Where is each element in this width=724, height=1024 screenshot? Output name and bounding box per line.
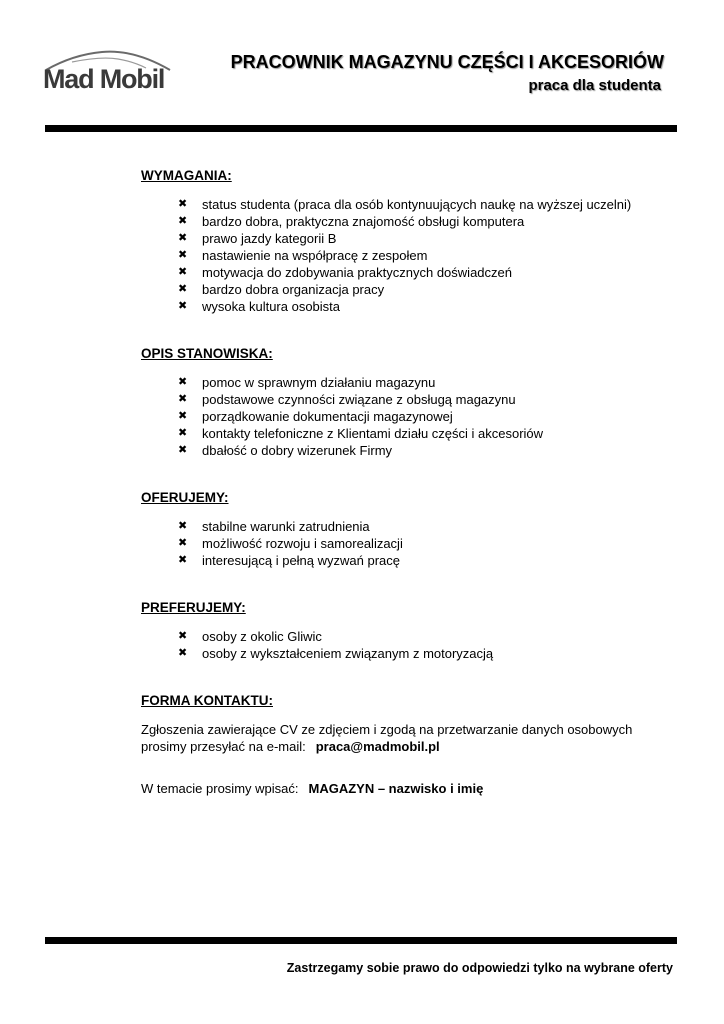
list-item — [178, 281, 681, 298]
subject-value: MAGAZYN – nazwisko i imię — [308, 781, 484, 796]
subject-label: W temacie prosimy wpisać: — [141, 781, 299, 796]
offer-content — [141, 167, 681, 827]
contact-section — [141, 692, 681, 797]
list-item — [178, 213, 681, 230]
cross-bullet-icon: ✖ — [178, 249, 188, 261]
offer-section — [141, 489, 681, 569]
cross-bullet-icon: ✖ — [178, 300, 188, 312]
list-item-text: bardzo dobra organizacja pracy — [202, 282, 385, 297]
list-item-text: pomoc w sprawnym działaniu magazynu — [202, 375, 436, 390]
contact-line-2 — [141, 738, 681, 755]
list-item — [178, 442, 681, 459]
list-item-text: porządkowanie dokumentacji magazynowej — [202, 409, 453, 424]
company-logo — [42, 48, 174, 98]
requirements-heading: WYMAGANIA: — [141, 168, 232, 183]
description-heading: OPIS STANOWISKA: — [141, 346, 273, 361]
list-item-text: osoby z okolic Gliwic — [202, 629, 322, 644]
list-item — [178, 628, 681, 645]
top-divider — [45, 125, 677, 132]
description-list — [141, 374, 681, 459]
cross-bullet-icon: ✖ — [178, 444, 188, 456]
cross-bullet-icon: ✖ — [178, 198, 188, 210]
cross-bullet-icon: ✖ — [178, 266, 188, 278]
job-title: PRACOWNIK MAGAZYNU CZĘŚCI I AKCESORIÓW — [230, 52, 664, 72]
cross-bullet-icon: ✖ — [178, 376, 188, 388]
list-item — [178, 374, 681, 391]
list-item — [178, 247, 681, 264]
description-section — [141, 345, 681, 459]
cross-bullet-icon: ✖ — [178, 232, 188, 244]
list-item-text: interesującą i pełną wyzwań pracę — [202, 553, 400, 568]
list-item — [178, 264, 681, 281]
cross-bullet-icon: ✖ — [178, 647, 188, 659]
bottom-divider — [45, 937, 677, 944]
contact-email-link[interactable]: praca@madmobil.pl — [315, 739, 440, 754]
list-item — [178, 391, 681, 408]
list-item-text: podstawowe czynności związane z obsługą magazynu — [202, 392, 516, 407]
cross-bullet-icon: ✖ — [178, 410, 188, 422]
list-item — [178, 645, 681, 662]
contact-heading: FORMA KONTAKTU: — [141, 693, 273, 708]
cross-bullet-icon: ✖ — [178, 537, 188, 549]
list-item-text: dbałość o dobry wizerunek Firmy — [202, 443, 393, 458]
list-item-text: wysoka kultura osobista — [202, 299, 341, 314]
list-item-text: prawo jazdy kategorii B — [202, 231, 337, 246]
list-item — [178, 552, 681, 569]
list-item-text: status studenta (praca dla osób kontynuujących naukę na wyższej uczelni) — [202, 197, 632, 212]
offer-heading: OFERUJEMY: — [141, 490, 229, 505]
list-item — [178, 408, 681, 425]
contact-email-label: prosimy przesyłać na e-mail: — [141, 739, 306, 754]
footer-note: Zastrzegamy sobie prawo do odpowiedzi tylko na wybrane oferty — [286, 961, 673, 975]
cross-bullet-icon: ✖ — [178, 283, 188, 295]
preferred-section — [141, 599, 681, 662]
cross-bullet-icon: ✖ — [178, 215, 188, 227]
logo-text: Mad Mobil — [43, 64, 165, 94]
subject-line — [141, 780, 681, 797]
list-item-text: osoby z wykształceniem związanym z motoryzacją — [202, 646, 494, 661]
list-item-text: motywacja do zdobywania praktycznych doświadczeń — [202, 265, 512, 280]
list-item-text: stabilne warunki zatrudnienia — [202, 519, 370, 534]
requirements-section — [141, 167, 681, 315]
cross-bullet-icon: ✖ — [178, 554, 188, 566]
list-item-text: możliwość rozwoju i samorealizacji — [202, 536, 403, 551]
preferred-list — [141, 628, 681, 662]
list-item-text: kontakty telefoniczne z Klientami działu części i akcesoriów — [202, 426, 544, 441]
cross-bullet-icon: ✖ — [178, 393, 188, 405]
cross-bullet-icon: ✖ — [178, 427, 188, 439]
list-item-text: nastawienie na współpracę z zespołem — [202, 248, 428, 263]
list-item — [178, 196, 681, 213]
job-subtitle: praca dla studenta — [528, 77, 661, 94]
cross-bullet-icon: ✖ — [178, 520, 188, 532]
list-item — [178, 425, 681, 442]
list-item — [178, 230, 681, 247]
preferred-heading: PREFERUJEMY: — [141, 600, 246, 615]
list-item — [178, 518, 681, 535]
offer-list — [141, 518, 681, 569]
list-item — [178, 298, 681, 315]
contact-line-1: Zgłoszenia zawierające CV ze zdjęciem i zgodą na przetwarzanie danych osobowych — [141, 722, 633, 737]
list-item-text: bardzo dobra, praktyczna znajomość obsługi komputera — [202, 214, 525, 229]
list-item — [178, 535, 681, 552]
cross-bullet-icon: ✖ — [178, 630, 188, 642]
requirements-list — [141, 196, 681, 315]
